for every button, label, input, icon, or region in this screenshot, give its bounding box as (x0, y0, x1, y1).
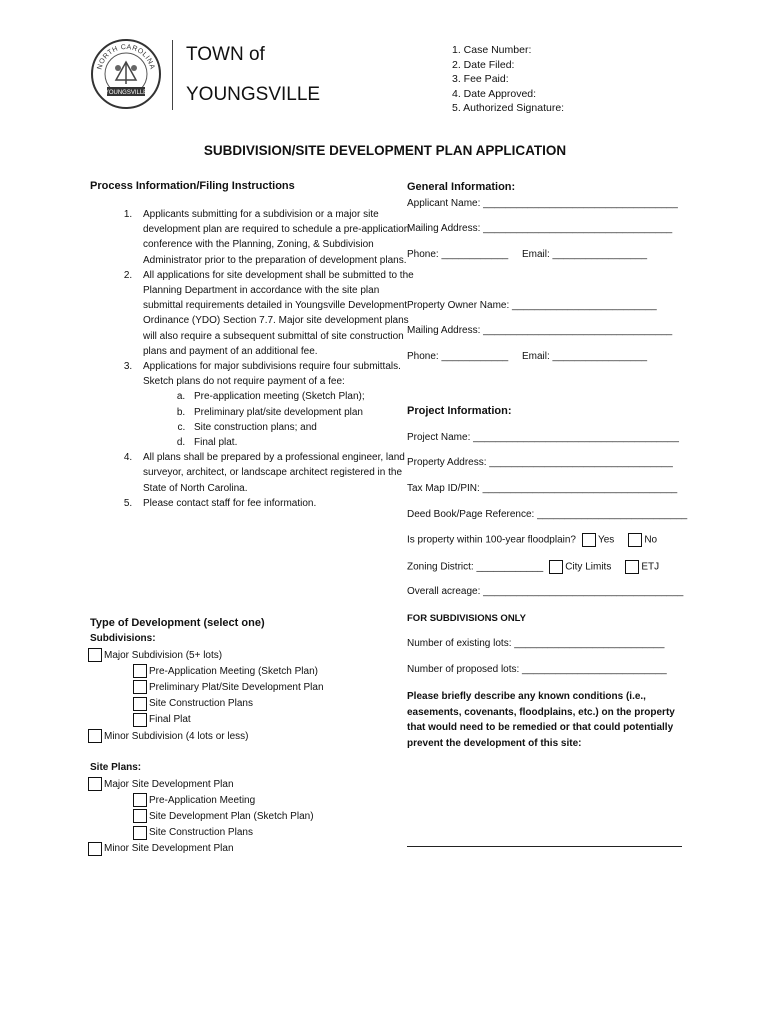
zoning-district-row: Zoning District: ____________ City Limits ETJ (407, 561, 660, 573)
project-name-field[interactable]: Project Name: _____________________________________ (407, 432, 679, 443)
subdivisions-only-heading: FOR SUBDIVISIONS ONLY (407, 613, 526, 624)
phone-field[interactable]: Phone: ____________ (407, 249, 509, 260)
major-subdivision-option[interactable]: Major Subdivision (5+ lots) (88, 647, 324, 663)
sketch-plan-checkbox[interactable] (133, 664, 147, 678)
minor-site-option[interactable]: Minor Site Development Plan (88, 841, 314, 857)
major-subdivision-checkbox[interactable] (88, 648, 102, 662)
svg-text:YOUNGSVILLE: YOUNGSVILLE (104, 90, 148, 96)
final-plat-checkbox[interactable] (133, 713, 147, 727)
submittal-item: d. Final plat. (188, 435, 415, 450)
conditions-answer-line[interactable] (407, 846, 682, 847)
major-site-suboption[interactable]: Site Construction Plans (88, 825, 314, 841)
deed-book-field[interactable]: Deed Book/Page Reference: ___________________________ (407, 509, 688, 520)
minor-site-checkbox[interactable] (88, 842, 102, 856)
subdivisions-label: Subdivisions: (90, 633, 156, 644)
case-number-label: 1. Case Number: (452, 44, 532, 56)
instruction-item: 2. All applications for site development shall be submitted to the Planning Department in accordance with the site plan submittal requirements detailed in Youngsville Development Ordinance (YDO) Section 7.7. Major site development plans will also require a subsequent submittal of site construction plans and payment of an additional fee. (135, 268, 415, 359)
owner-mailing-address-field[interactable]: Mailing Address: __________________________________ (407, 325, 673, 336)
major-site-option[interactable]: Major Site Development Plan (88, 776, 314, 792)
date-filed-label: 2. Date Filed: (452, 58, 515, 71)
instruction-item: 4. All plans shall be prepared by a professional engineer, land surveyor, architect, or landscape architect registered in the State of North Carolina. (135, 450, 415, 496)
owner-name-field[interactable]: Property Owner Name: __________________________ (407, 300, 657, 311)
conditions-prompt: Please briefly describe any known conditions (i.e., easements, covenants, floodplains, etc.) on the property that would need to be remedied or that could potentially prevent the development of this site: (407, 691, 675, 749)
case-info-block (452, 43, 564, 116)
form-title: SUBDIVISION/SITE DEVELOPMENT PLAN APPLICATION (203, 143, 567, 158)
email-field[interactable]: Email: _________________ (522, 249, 648, 260)
svg-text:NORTH CAROLINA: NORTH CAROLINA (96, 43, 156, 71)
instruction-item: 1. Applicants submitting for a subdivision or a major site development plan are required to schedule a pre-application conference with the Planning, Zoning, & Subdivision Administrator prior to the preparation of development plans. (135, 207, 415, 268)
subdivision-options (88, 647, 324, 744)
town-name-line2: YOUNGSVILLE (186, 84, 321, 105)
site-construction-plans-checkbox[interactable] (133, 826, 147, 840)
zoning-district-field[interactable]: Zoning District: ____________ (407, 561, 544, 573)
town-seal-logo (90, 38, 162, 110)
town-name-line1: TOWN of (186, 44, 265, 65)
major-sub-option[interactable]: Pre-Application Meeting (Sketch Plan) (88, 663, 324, 679)
site-plan-options (88, 776, 314, 857)
overall-acreage-field[interactable]: Overall acreage: ____________________________________ (407, 586, 684, 597)
floodplain-no-checkbox[interactable] (628, 533, 642, 547)
fee-paid-label: 3. Fee Paid: (452, 73, 509, 85)
etj-checkbox[interactable] (625, 560, 639, 574)
major-sub-option[interactable]: Site Construction Plans (88, 696, 324, 712)
mailing-address-field[interactable]: Mailing Address: __________________________________ (407, 223, 673, 234)
property-address-field[interactable]: Property Address: _________________________________ (407, 457, 673, 468)
process-heading: Process Information/Filing Instructions (90, 180, 295, 192)
type-development-heading: Type of Development (select one) (90, 617, 265, 629)
minor-subdivision-checkbox[interactable] (88, 729, 102, 743)
authorized-signature-label: 5. Authorized Signature: (452, 102, 565, 114)
site-construction-checkbox[interactable] (133, 697, 147, 711)
site-development-checkbox[interactable] (133, 809, 147, 823)
major-site-checkbox[interactable] (88, 777, 102, 791)
pre-application-checkbox[interactable] (133, 793, 147, 807)
proposed-lots-field[interactable]: Number of proposed lots: __________________________ (407, 664, 667, 675)
floodplain-question: Is property within 100-year floodplain? Yes No (407, 534, 658, 546)
date-approved-label: 4. Date Approved: (452, 87, 537, 100)
instruction-item: 3. Applications for major subdivisions require four submittals. Sketch plans do not require payment of a fee: a. Pre-application meeting (Sketch Plan); b. Preliminary plat/site development plan c. Site construction plans; and d. Final plat. (135, 359, 415, 450)
site-plans-label: Site Plans: (90, 762, 142, 773)
existing-lots-field[interactable]: Number of existing lots: ___________________________ (407, 638, 665, 649)
tax-map-field[interactable]: Tax Map ID/PIN: ___________________________________ (407, 483, 678, 494)
major-site-suboption[interactable]: Site Development Plan (Sketch Plan) (88, 808, 314, 824)
major-sub-option[interactable]: Final Plat (88, 712, 324, 728)
process-instructions (90, 207, 415, 511)
submittal-item: a. Pre-application meeting (Sketch Plan); (188, 389, 415, 404)
major-sub-option[interactable]: Preliminary Plat/Site Development Plan (88, 679, 324, 695)
minor-subdivision-option[interactable]: Minor Subdivision (4 lots or less) (88, 728, 324, 744)
header-divider (172, 40, 173, 110)
owner-email-field[interactable]: Email: _________________ (522, 351, 648, 362)
major-site-suboption[interactable]: Pre-Application Meeting (88, 792, 314, 808)
project-info-heading: Project Information: (407, 405, 512, 417)
applicant-name-field[interactable]: Applicant Name: ___________________________________ (407, 198, 678, 209)
submittal-item: c. Site construction plans; and (188, 420, 415, 435)
instruction-item: 5. Please contact staff for fee information. (135, 496, 415, 511)
owner-phone-field[interactable]: Phone: ____________ (407, 351, 509, 362)
city-limits-checkbox[interactable] (549, 560, 563, 574)
general-info-heading: General Information: (407, 181, 516, 193)
preliminary-plat-checkbox[interactable] (133, 680, 147, 694)
submittal-item: b. Preliminary plat/site development plan (188, 405, 415, 420)
floodplain-yes-checkbox[interactable] (582, 533, 596, 547)
